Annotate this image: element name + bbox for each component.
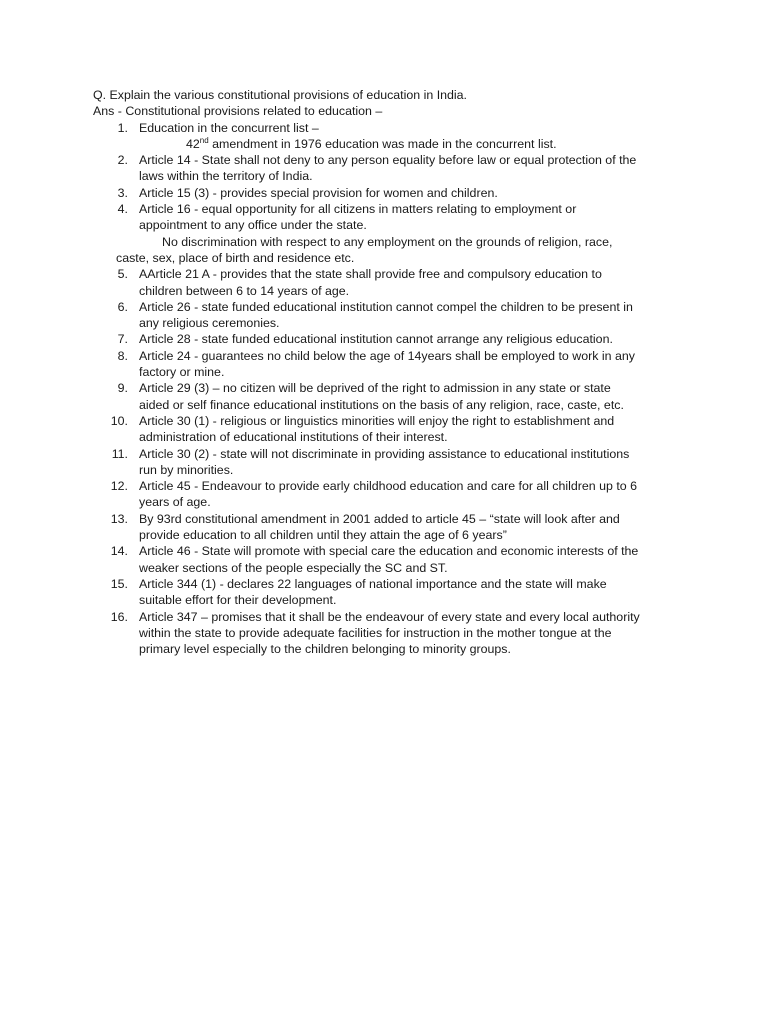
list-item-line: weaker sections of the people especially the SC and ST. bbox=[139, 560, 448, 575]
list-number: 13. bbox=[110, 511, 128, 526]
list-item-6 bbox=[93, 299, 683, 332]
list-number: 7. bbox=[117, 332, 128, 347]
list-item-13 bbox=[93, 511, 683, 544]
question-text: Q. Explain the various constitutional provisions of education in India. bbox=[93, 88, 468, 102]
list-item-line: any religious ceremonies. bbox=[139, 316, 280, 331]
list-item-12 bbox=[93, 478, 683, 511]
list-number: 1. bbox=[117, 120, 128, 135]
list-item-line: Article 15 (3) - provides special provision for women and children. bbox=[139, 185, 498, 200]
list-item-line: run by minorities. bbox=[139, 462, 234, 477]
amendment-text: amendment in 1976 education was made in the concurrent list. bbox=[208, 136, 557, 151]
list-number: 8. bbox=[117, 348, 128, 363]
list-item-line: Article 45 - Endeavour to provide early childhood education and care for all children up to 6 bbox=[139, 479, 637, 494]
list-number: 6. bbox=[117, 299, 128, 314]
list-item-8 bbox=[93, 348, 683, 381]
list-item-line: within the state to provide adequate facilities for instruction in the mother tongue at the bbox=[139, 625, 612, 640]
list-item-line: Article 30 (1) - religious or linguistics minorities will enjoy the right to establishment and bbox=[139, 413, 615, 428]
list-item-line: aided or self finance educational institutions on the basis of any religion, race, caste, etc. bbox=[139, 397, 624, 412]
list-item-9 bbox=[93, 380, 683, 413]
list-item-7 bbox=[93, 331, 683, 347]
list-item-11 bbox=[93, 446, 683, 479]
list-item-3 bbox=[93, 185, 683, 201]
list-item-1 bbox=[93, 120, 683, 136]
list-item-line: administration of educational institutions of their interest. bbox=[139, 430, 448, 445]
list-item-line: suitable effort for their development. bbox=[139, 593, 337, 608]
document-body bbox=[93, 87, 683, 657]
list-item-line: By 93rd constitutional amendment in 2001 added to article 45 – “state will look after and bbox=[139, 511, 620, 526]
list-number: 15. bbox=[110, 576, 128, 591]
list-item-line: AArticle 21 A - provides that the state shall provide free and compulsory education to bbox=[139, 267, 602, 282]
list-item-10 bbox=[93, 413, 683, 446]
list-number: 4. bbox=[117, 202, 128, 217]
list-item-line: Education in the concurrent list – bbox=[139, 120, 319, 135]
item-4-note-line: No discrimination with respect to any employment on the grounds of religion, race, bbox=[162, 234, 613, 249]
list-number: 16. bbox=[110, 609, 128, 624]
list-item-line: Article 344 (1) - declares 22 languages of national importance and the state will make bbox=[139, 576, 607, 591]
list-item-line: provide education to all children until they attain the age of 6 years” bbox=[139, 528, 507, 543]
list-item-line: laws within the territory of India. bbox=[139, 169, 313, 184]
list-number: 12. bbox=[110, 479, 128, 494]
list-item-line: Article 30 (2) - state will not discriminate in providing assistance to educational institutions bbox=[139, 446, 630, 461]
list-item-15 bbox=[93, 576, 683, 609]
list-item-line: factory or mine. bbox=[139, 365, 225, 380]
answer-intro: Ans - Constitutional provisions related to education – bbox=[93, 104, 383, 119]
list-number: 10. bbox=[110, 413, 128, 428]
ordinal-suffix: nd bbox=[199, 135, 209, 145]
amendment-number: 42 bbox=[186, 136, 200, 151]
list-item-line: children between 6 to 14 years of age. bbox=[139, 283, 350, 298]
list-item-line: Article 14 - State shall not deny to any person equality before law or equal protection of the bbox=[139, 153, 637, 168]
list-number: 5. bbox=[117, 267, 128, 282]
list-item-line: Article 46 - State will promote with special care the education and economic interests of the bbox=[139, 544, 639, 559]
list-item-4 bbox=[93, 201, 683, 234]
list-item-5 bbox=[93, 266, 683, 299]
list-item-line: appointment to any office under the state. bbox=[139, 218, 367, 233]
list-number: 2. bbox=[117, 153, 128, 168]
list-item-line: primary level especially to the children belonging to minority groups. bbox=[139, 642, 511, 657]
list-number: 14. bbox=[110, 544, 128, 559]
list-item-2 bbox=[93, 152, 683, 185]
list-item-14 bbox=[93, 543, 683, 576]
item-1-subline bbox=[93, 136, 683, 152]
list-item-line: Article 28 - state funded educational institution cannot arrange any religious education. bbox=[139, 332, 613, 347]
list-item-line: years of age. bbox=[139, 495, 211, 510]
list-item-line: Article 16 - equal opportunity for all citizens in matters relating to employment or bbox=[139, 202, 577, 217]
list-item-line: Article 347 – promises that it shall be the endeavour of every state and every local authority bbox=[139, 609, 640, 624]
item-4-note-line: caste, sex, place of birth and residence etc. bbox=[116, 250, 355, 265]
list-number: 11. bbox=[111, 446, 128, 461]
list-number: 3. bbox=[117, 185, 128, 200]
list-item-line: Article 24 - guarantees no child below the age of 14years shall be employed to work in any bbox=[139, 348, 635, 363]
list-number: 9. bbox=[117, 381, 128, 396]
list-item-line: Article 29 (3) – no citizen will be deprived of the right to admission in any state or state bbox=[139, 381, 611, 396]
list-item-line: Article 26 - state funded educational institution cannot compel the children to be present in bbox=[139, 299, 633, 314]
list-item-16 bbox=[93, 609, 683, 658]
